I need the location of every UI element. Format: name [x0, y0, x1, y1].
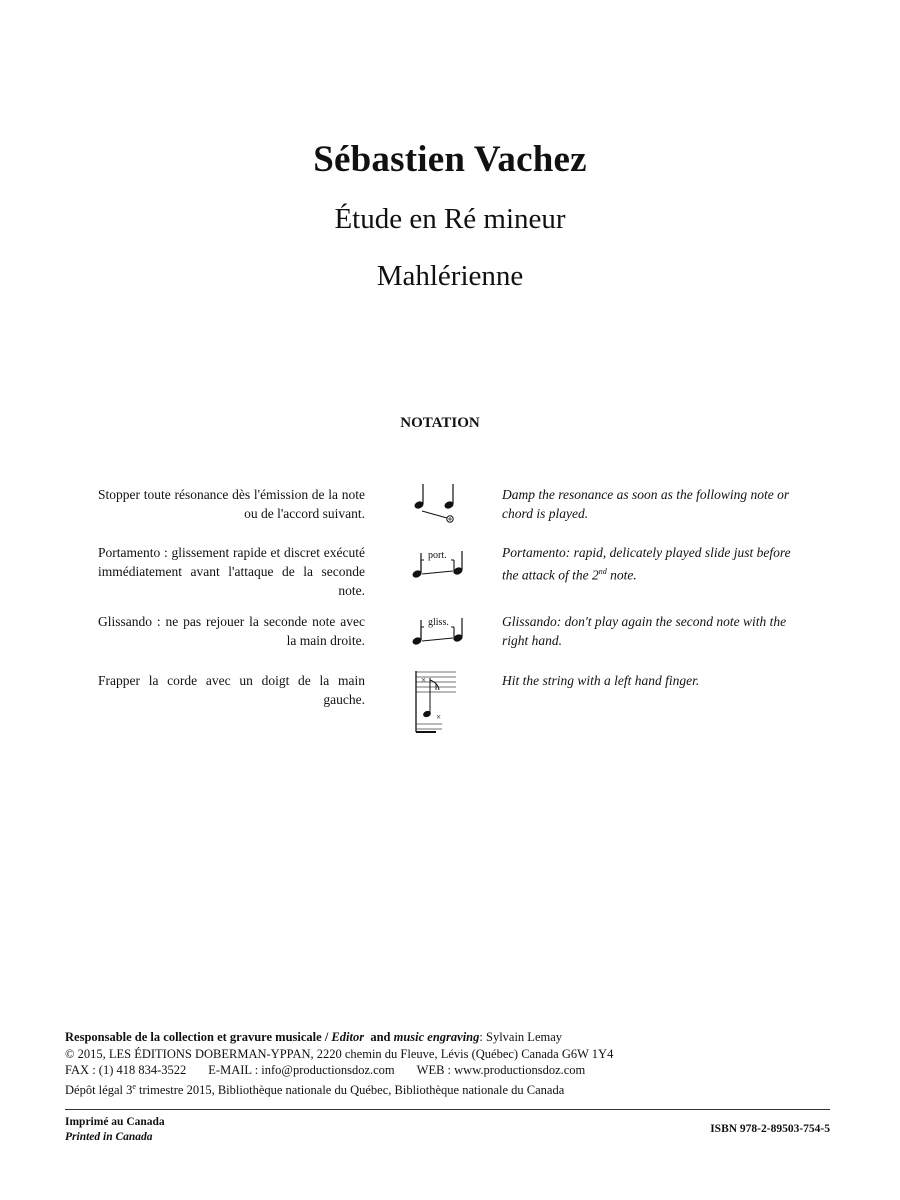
fax: FAX : (1) 418 834-3522	[65, 1063, 187, 1077]
separator: /	[321, 1030, 332, 1044]
left-hand-hit-symbol-icon	[412, 668, 462, 736]
work-subtitle: Mahlérienne	[376, 260, 524, 292]
editor-label: Editor	[331, 1030, 365, 1044]
notation-en-glissando: Glissando: don't play again the second note with the right hand.	[502, 614, 787, 648]
svg-text:×: ×	[436, 712, 442, 722]
depot-tail: trimestre 2015, Bibliothèque nationale du Québec, Bibliothèque nationale du Canada	[135, 1082, 565, 1097]
en-portamento-text: Portamento: rapid, delicately played slide just before the attack of the 2	[502, 545, 791, 583]
copyright-line: © 2015, LES ÉDITIONS DOBERMAN-YPPAN, 2220 chemin du Fleuve, Lévis (Québec) Canada G6W 1Y4	[65, 1046, 614, 1061]
notation-fr-left-hand-hit: Frapper la corde avec un doigt de la main gauche.	[98, 673, 365, 707]
portamento-label: port.	[428, 550, 447, 561]
damp-symbol-icon	[410, 480, 465, 528]
work-title: Étude en Ré mineur	[334, 203, 566, 235]
depot-sup: e	[132, 1081, 136, 1091]
composer-name: Sébastien Vachez	[313, 139, 587, 180]
printed-in	[65, 1115, 165, 1145]
isbn: ISBN 978-2-89503-754-5	[710, 1123, 830, 1135]
responsable-label: Responsable de la collection et gravure musicale	[65, 1030, 322, 1044]
printed-fr: Imprimé au Canada	[65, 1116, 165, 1128]
depot-text: Dépôt légal 3	[65, 1082, 133, 1097]
printed-en: Printed in Canada	[65, 1131, 153, 1143]
footer-divider	[65, 1109, 830, 1110]
en-portamento-sup: nd	[598, 567, 607, 576]
website: WEB : www.productionsdoz.com	[416, 1063, 586, 1077]
editor-name: : Sylvain Lemay	[479, 1030, 563, 1044]
footer-credits	[65, 1029, 845, 1098]
notation-heading: NOTATION	[400, 415, 480, 431]
glissando-symbol-icon	[408, 610, 468, 650]
and-label: and	[370, 1030, 391, 1044]
notation-fr-portamento: Portamento : glissement rapide et discret exécuté immédiatement avant l'attaque de la seconde note.	[98, 545, 365, 598]
notation-fr-glissando: Glissando : ne pas rejouer la seconde note avec la main droite.	[98, 614, 365, 648]
glissando-label: gliss.	[428, 617, 449, 628]
portamento-symbol-icon	[408, 543, 468, 583]
notation-en-left-hand-hit: Hit the string with a left hand finger.	[502, 673, 700, 688]
notation-en-damp: Damp the resonance as soon as the following note or chord is played.	[502, 487, 790, 521]
notation-fr-damp: Stopper toute résonance dès l'émission de la note ou de l'accord suivant.	[98, 487, 365, 521]
svg-text:×: ×	[421, 675, 427, 685]
legal-deposit-line	[65, 1079, 845, 1099]
engraving-label: music engraving	[393, 1030, 480, 1044]
editor-credit-line	[65, 1029, 845, 1046]
contact-line	[65, 1062, 845, 1079]
notation-en-portamento	[502, 543, 802, 585]
en-portamento-tail: note.	[606, 567, 637, 583]
email: E-MAIL : info@productionsdoz.com	[208, 1063, 395, 1077]
